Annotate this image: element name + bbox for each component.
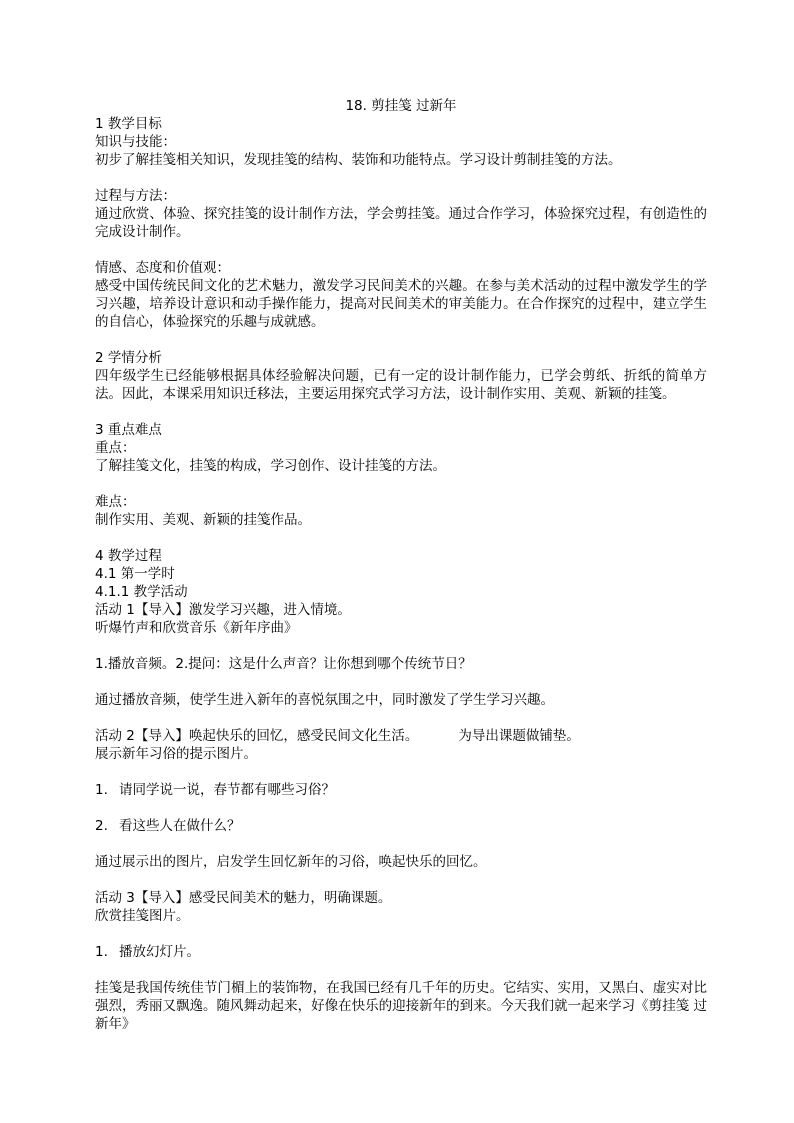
list-item xyxy=(95,943,707,961)
activity-2-note: 通过展示出的图片，启发学生回忆新年的习俗，唤起快乐的回忆。 xyxy=(95,854,487,870)
text-process: 通过欣赏、体验、探究挂笺的设计制作方法，学会剪挂笺。通过合作学习，体验探究过程，有创造性的完成设计制作。 xyxy=(95,206,707,240)
section-heading-keypoints: 3 重点难点 xyxy=(95,422,162,438)
activity-2-title-row xyxy=(95,727,707,745)
text-emotion: 感受中国传统民间文化的艺术魅力，激发学习民间美术的兴趣。在参与美术活动的过程中激发学生的学习兴趣，培养设计意识和动手操作能力，提高对民间美术的审美能力。在合作探究的过程中，建立学生的自信心，体验探究的乐趣与成就感。 xyxy=(95,278,707,330)
text-knowledge: 初步了解挂笺相关知识，发现挂笺的结构、装饰和功能特点。学习设计剪制挂笺的方法。 xyxy=(95,152,622,168)
spacer xyxy=(95,637,707,655)
spacer xyxy=(95,799,707,817)
document-title: 18. 剪挂笺 过新年 xyxy=(345,98,457,114)
section-heading-analysis: 2 学情分析 xyxy=(95,350,162,366)
spacer xyxy=(95,709,707,727)
list-number: 2. xyxy=(95,818,108,834)
spacer xyxy=(95,529,707,547)
spacer xyxy=(95,331,707,349)
activity-3-text: 挂笺是我国传统佳节门楣上的装饰物，在我国已经有几千年的历史。它结实、实用，又黑白、虚实对比强烈，秀丽又飘逸。随风舞动起来，好像在快乐的迎接新年的到来。今天我们就一起来学习《剪挂笺 过新年》 xyxy=(95,980,707,1032)
activity-2-line: 展示新年习俗的提示图片。 xyxy=(95,746,257,762)
spacer xyxy=(95,169,707,187)
spacer xyxy=(95,925,707,943)
activity-1-questions: 1.播放音频。2.提问：这是什么声音？让你想到哪个传统节日？ xyxy=(95,656,472,672)
label-difficulty: 难点： xyxy=(95,494,136,510)
activity-3-title: 活动 3【导入】感受民间美术的魅力，明确课题。 xyxy=(95,890,392,906)
list-item xyxy=(95,781,707,799)
list-number: 1. xyxy=(95,782,108,798)
section-heading-objectives: 1 教学目标 xyxy=(95,116,162,132)
spacer xyxy=(95,241,707,259)
document-page xyxy=(95,97,707,1033)
activity-2-title-tail: 为导出课题做铺垫。 xyxy=(458,728,580,744)
label-knowledge: 知识与技能： xyxy=(95,134,176,150)
label-key: 重点： xyxy=(95,440,136,456)
spacer xyxy=(95,835,707,853)
spacer xyxy=(95,871,707,889)
spacer xyxy=(95,961,707,979)
spacer xyxy=(95,403,707,421)
spacer xyxy=(95,763,707,781)
list-text: 看这些人在做什么？ xyxy=(119,818,241,834)
activity-2-title: 活动 2【导入】唤起快乐的回忆，感受民间文化生活。 xyxy=(95,728,419,744)
text-key: 了解挂笺文化，挂笺的构成，学习创作、设计挂笺的方法。 xyxy=(95,458,446,474)
label-process: 过程与方法： xyxy=(95,188,176,204)
activity-1-title: 活动 1【导入】激发学习兴趣，进入情境。 xyxy=(95,602,351,618)
list-number: 1. xyxy=(95,944,108,960)
list-item xyxy=(95,817,707,835)
label-emotion: 情感、态度和价值观： xyxy=(95,260,230,276)
text-difficulty: 制作实用、美观、新颖的挂笺作品。 xyxy=(95,512,311,528)
activity-1-line: 听爆竹声和欣赏音乐《新年序曲》 xyxy=(95,620,298,636)
activity-3-line: 欣赏挂笺图片。 xyxy=(95,908,190,924)
section-heading-process: 4 教学过程 xyxy=(95,548,162,564)
list-text: 播放幻灯片。 xyxy=(119,944,200,960)
activity-1-note: 通过播放音频，使学生进入新年的喜悦氛围之中，同时激发了学生学习兴趣。 xyxy=(95,692,554,708)
subheading-lesson: 4.1 第一学时 xyxy=(95,566,175,582)
spacer xyxy=(95,673,707,691)
text-analysis: 四年级学生已经能够根据具体经验解决问题，已有一定的设计制作能力，已学会剪纸、折纸的简单方法。因此，本课采用知识迁移法，主要运用探究式学习方法，设计制作实用、美观、新颖的挂笺。 xyxy=(95,368,707,402)
subheading-activities: 4.1.1 教学活动 xyxy=(95,584,188,600)
list-text: 请同学说一说，春节都有哪些习俗？ xyxy=(119,782,335,798)
spacer xyxy=(95,475,707,493)
